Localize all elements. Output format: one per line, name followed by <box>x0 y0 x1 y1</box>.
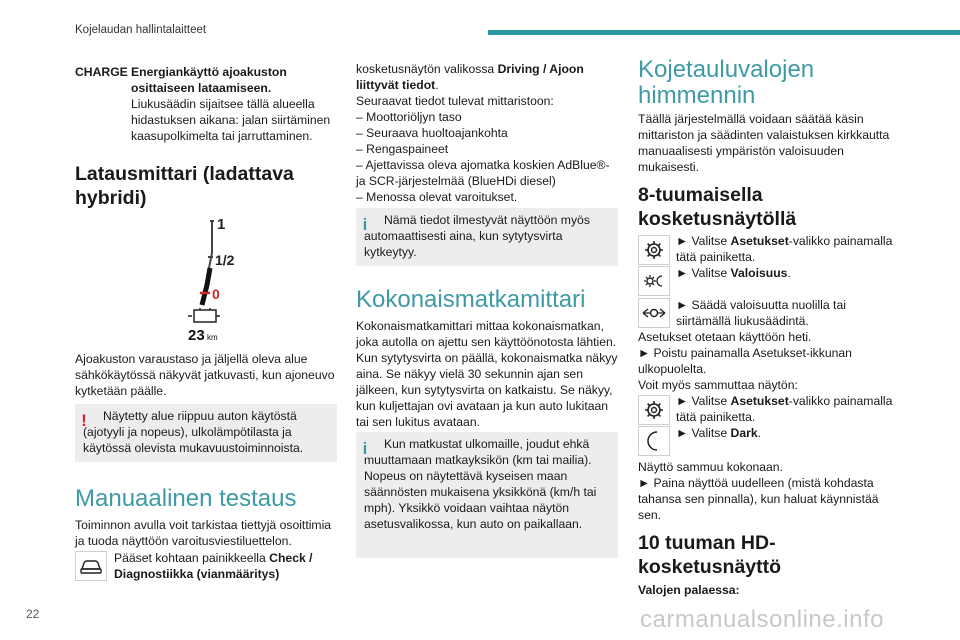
manual-test-step <box>114 550 338 582</box>
dimmer-heading: Kojetauluvalojen himmennin <box>638 56 815 109</box>
shown-intro: Seuraavat tiedot tulevat mittaristoon: <box>356 94 554 108</box>
info-note-2 <box>356 432 618 558</box>
gauge-description: Ajoakuston varaustaso ja jäljellä oleva alue sähkökäytössä näkyvät jatkuvasti, kun ajoneuvo kytketään päälle. <box>75 352 335 398</box>
step1-end: -valikko painamalla tätä painiketta. <box>676 234 893 264</box>
brightness-icon-box <box>638 266 670 296</box>
gear-icon-box-2 <box>638 395 670 425</box>
step4-bold: Asetukset <box>730 394 789 408</box>
charge-description <box>131 64 331 144</box>
menu-continuation <box>356 61 618 93</box>
step-brightness <box>676 265 900 281</box>
step2-text: ► Valitse <box>676 266 731 280</box>
applied-text: Asetukset otetaan käyttöön heti. <box>638 330 812 344</box>
ten-inch-heading: 10 tuuman HD-kosketusnäyttö <box>638 532 782 578</box>
watermark: carmanualsonline.info <box>640 606 884 633</box>
after-steps <box>638 329 900 393</box>
info-icon: i <box>362 439 368 458</box>
gauge-label-half: 1/2 <box>215 252 235 268</box>
gear-icon <box>639 396 669 424</box>
step-settings <box>676 233 900 265</box>
slider-icon <box>639 299 669 327</box>
moon-icon <box>639 427 669 455</box>
warning-note <box>75 404 337 462</box>
running-header: Kojelaudan hallintalaitteet <box>75 24 207 36</box>
step5-bold: Dark <box>730 426 758 440</box>
screen-off-text <box>638 459 900 523</box>
alt-text: Voit myös sammuttaa näytön: <box>638 378 798 392</box>
cont-text: kosketusnäytön valikossa <box>356 62 498 76</box>
warning-note-text: Näytetty alue riippuu auton käytöstä (ajotyyli ja nopeus), ulkolämpötilasta ja käytössä olevista mukavuustoiminnoista. <box>83 409 304 455</box>
list-item: – Ajettavissa oleva ajomatka koskien AdBlue®-ja SCR-järjestelmää (BlueHDi diesel) <box>356 158 610 188</box>
info-icon: i <box>362 215 368 234</box>
gauge-label-zero: 0 <box>212 286 220 302</box>
list-item: – Moottoriöljyn taso <box>356 110 462 124</box>
page-number: 22 <box>26 607 40 621</box>
dimmer-text: Täällä järjestelmällä voidaan säätää käsin mittariston ja säädinten valaistuksen kirkkautta manuaalisesti ympäristön valoisuuden mukaisesti. <box>638 112 890 174</box>
step-dark <box>676 425 900 441</box>
step-adjust: ► Säädä valoisuutta nuolilla tai siirtämällä liukusäädintä. <box>676 298 846 328</box>
step5-end: . <box>757 426 762 440</box>
manual-test-text: Toiminnon avulla voit tarkistaa tiettyjä osoittimia ja tuoda näyttöön varoitusviestiluettelon. <box>75 518 332 548</box>
warning-icon: ! <box>81 411 87 430</box>
step2-bold: Valoisuus <box>730 266 788 280</box>
info-note-1 <box>356 208 618 266</box>
step4-text: ► Valitse <box>676 394 731 408</box>
exit-text: ► Poistu painamalla Asetukset-ikkunan ulkopuolelta. <box>638 346 852 376</box>
info-note-1-text: Nämä tiedot ilmestyvät näyttöön myös automaattisesti aina, kun sytytysvirta kytkeytyy. <box>364 213 590 259</box>
list-item: – Rengaspaineet <box>356 142 449 156</box>
charge-gauge <box>180 213 250 343</box>
step1-text: ► Valitse <box>676 234 731 248</box>
cont-end: . <box>435 78 439 92</box>
charge-text: Liukusäädin sijaitsee tällä alueella hidastuksen aikana: jalan siirtäminen kaasupolkimelta tai jarruttaminen. <box>131 97 331 143</box>
lights-on-text: Valojen palaessa: <box>638 583 740 597</box>
odometer-text: Kokonaismatkamittari mittaa kokonaismatkan, joka autolla on ajettu sen käyttöönotosta lähtien. Kun sytytysvirta on päällä, kokonaismatka näkyy aina. Se näkyy vielä 30 sekunnin ajan sen jälkeen, kun sytytysvirta on katkaistu. Se näkyy, kun kuljettajan ovi avataan ja kun auto lukitaan tai sen lukitus avataan. <box>356 319 618 429</box>
slider-icon-box <box>638 298 670 328</box>
gauge-level-fill <box>202 268 210 305</box>
manual-step-bold: Check / Diagnostiikka (vianmääritys) <box>114 551 313 581</box>
gauge-heading: Latausmittari (ladattava hybridi) <box>75 163 294 209</box>
off-text: Näyttö sammuu kokonaan. <box>638 460 783 474</box>
step5-text: ► Valitse <box>676 426 731 440</box>
gear-icon-box <box>638 235 670 265</box>
step-settings-2 <box>676 393 900 425</box>
cont-bold: Driving / Ajoon liittyvät tiedot <box>356 62 584 92</box>
gauge-range-unit: km <box>207 333 218 342</box>
charge-bold: Energiankäyttö ajoakuston osittaiseen lataamiseen. <box>131 65 287 95</box>
car-icon-box <box>75 551 107 581</box>
manual-step-text: Pääset kohtaan painikkeella <box>114 551 270 565</box>
info-note-2-text: Kun matkustat ulkomaille, joudut ehkä muuttamaan matkayksikön (km tai mailia). Nopeus on näytettävä kyseisen maan säännösten mukaisena yksikkönä (km/h tai mph). Yksikkö voidaan vaihtaa näytön asetusvalikossa, kun auto on paikallaan. <box>364 437 597 531</box>
list-item: – Seuraava huoltoajankohta <box>356 126 508 140</box>
shown-info-list <box>356 93 618 205</box>
gauge-range-value: 23 <box>188 327 205 343</box>
step1-bold: Asetukset <box>730 234 789 248</box>
step2-end: . <box>787 266 791 280</box>
odometer-heading: Kokonaismatkamittari <box>356 286 586 313</box>
gauge-label-full: 1 <box>217 216 226 233</box>
eight-inch-heading: 8-tuumaisella kosketusnäytöllä <box>638 184 797 230</box>
restart-text: ► Paina näyttöä uudelleen (mistä kohdasta tahansa sen pinnalla), kun haluat käynnistää sen. <box>638 476 879 522</box>
charge-gauge-graphic <box>180 213 250 343</box>
battery-icon <box>188 308 220 322</box>
charge-key: CHARGE <box>75 65 128 79</box>
header-accent-bar <box>488 30 960 35</box>
step4-end: -valikko painamalla tätä painiketta. <box>676 394 893 424</box>
brightness-icon <box>639 267 669 295</box>
gear-icon <box>639 236 669 264</box>
moon-icon-box <box>638 426 670 456</box>
list-item: – Menossa olevat varoitukset. <box>356 190 518 204</box>
car-icon <box>76 552 106 580</box>
manual-test-heading: Manuaalinen testaus <box>75 485 297 512</box>
